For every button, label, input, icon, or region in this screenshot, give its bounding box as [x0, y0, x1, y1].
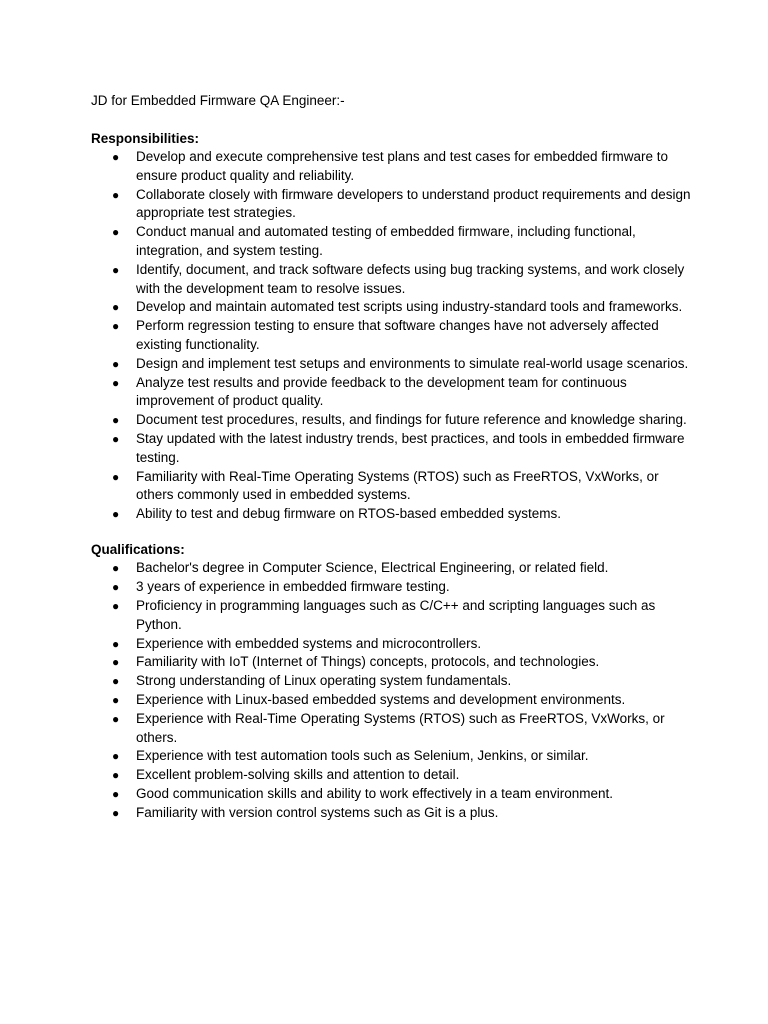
- list-item: [91, 374, 691, 412]
- list-item: [91, 298, 691, 317]
- qualifications-heading: Qualifications:: [91, 541, 185, 557]
- bullet-icon: ●: [112, 749, 120, 764]
- bullet-icon: ●: [112, 507, 120, 522]
- bullet-icon: ●: [112, 300, 120, 315]
- list-item: [91, 635, 691, 654]
- list-item-text: Identify, document, and track software defects using bug tracking systems, and work closely with the development team to resolve issues.: [136, 261, 685, 296]
- bullet-icon: ●: [112, 580, 120, 595]
- list-item: [91, 653, 691, 672]
- list-item-text: Experience with test automation tools such as Selenium, Jenkins, or similar.: [136, 748, 589, 764]
- list-item: [91, 766, 691, 785]
- bullet-icon: ●: [112, 636, 120, 651]
- document-content: [91, 92, 691, 823]
- bullet-icon: ●: [112, 187, 120, 202]
- bullet-icon: ●: [112, 787, 120, 801]
- bullet-icon: ●: [112, 711, 120, 726]
- list-item: [91, 691, 691, 710]
- list-item-text: 3 years of experience in embedded firmware testing.: [136, 579, 450, 595]
- list-item-text: Familiarity with IoT (Internet of Things) concepts, protocols, and technologies.: [136, 654, 600, 670]
- list-item: [91, 468, 691, 506]
- document-title: JD for Embedded Firmware QA Engineer:-: [91, 93, 345, 108]
- list-item-text: Strong understanding of Linux operating system fundamentals.: [136, 673, 512, 689]
- list-item-text: Stay updated with the latest industry trends, best practices, and tools in embedded firmware testing.: [136, 430, 685, 465]
- responsibilities-list: [91, 148, 691, 524]
- bullet-icon: ●: [112, 768, 120, 783]
- list-item-text: Experience with Linux-based embedded systems and development environments.: [136, 692, 626, 708]
- bullet-icon: ●: [112, 469, 120, 484]
- list-item: [91, 261, 691, 299]
- bullet-icon: ●: [112, 599, 120, 614]
- list-item: [91, 317, 691, 355]
- list-item-text: Proficiency in programming languages such as C/C++ and scripting languages such as Python.: [136, 598, 656, 632]
- list-item: [91, 804, 691, 823]
- bullet-icon: ●: [112, 674, 120, 689]
- list-item-text: Document test procedures, results, and findings for future reference and knowledge sharing.: [136, 412, 687, 428]
- bullet-icon: ●: [112, 356, 120, 371]
- list-item: [91, 710, 691, 748]
- list-item: [91, 411, 691, 430]
- list-item: [91, 505, 691, 524]
- list-item-text: Collaborate closely with firmware developers to understand product requirements and design appropriate test strategies.: [136, 186, 691, 221]
- list-item-text: Familiarity with version control systems such as Git is a plus.: [136, 804, 499, 820]
- list-item-text: Conduct manual and automated testing of embedded firmware, including functional, integration, and system testing.: [136, 224, 636, 258]
- list-item-text: Experience with Real-Time Operating Systems (RTOS) such as FreeRTOS, VxWorks, or others.: [136, 710, 665, 745]
- list-item-text: Bachelor's degree in Computer Science, Electrical Engineering, or related field.: [136, 560, 609, 576]
- list-item-text: Ability to test and debug firmware on RTOS-based embedded systems.: [136, 506, 561, 522]
- bullet-icon: ●: [112, 375, 120, 390]
- list-item: [91, 355, 691, 374]
- list-item-text: Familiarity with Real-Time Operating Systems (RTOS) such as FreeRTOS, VxWorks, or others commonly used in embedded systems.: [136, 468, 659, 503]
- bullet-icon: ●: [112, 319, 120, 334]
- list-item-text: Design and implement test setups and environments to simulate real-world usage scenarios.: [136, 355, 689, 371]
- bullet-icon: ●: [112, 262, 120, 277]
- qualifications-list: [91, 559, 691, 822]
- list-item-text: Analyze test results and provide feedback to the development team for continuous improvement of product quality.: [136, 374, 627, 409]
- list-item: [91, 597, 691, 635]
- list-item: [91, 559, 691, 578]
- list-item: [91, 785, 691, 804]
- list-item: [91, 148, 691, 186]
- bullet-icon: ●: [112, 805, 120, 820]
- list-item-text: Excellent problem-solving skills and attention to detail.: [136, 767, 460, 783]
- list-item-text: Experience with embedded systems and microcontrollers.: [136, 635, 482, 651]
- bullet-icon: ●: [112, 561, 120, 576]
- bullet-icon: ●: [112, 655, 120, 670]
- list-item-text: Perform regression testing to ensure that software changes have not adversely affected existing functionality.: [136, 318, 659, 352]
- bullet-icon: ●: [112, 225, 120, 240]
- bullet-icon: ●: [112, 150, 120, 164]
- list-item: [91, 223, 691, 261]
- list-item: [91, 186, 691, 224]
- list-item-text: Develop and execute comprehensive test plans and test cases for embedded firmware to ensure product quality and reliability.: [136, 149, 669, 183]
- bullet-icon: ●: [112, 413, 120, 428]
- list-item: [91, 747, 691, 766]
- bullet-icon: ●: [112, 431, 120, 446]
- bullet-icon: ●: [112, 693, 120, 708]
- list-item: [91, 672, 691, 691]
- list-item: [91, 430, 691, 468]
- list-item: [91, 578, 691, 597]
- list-item-text: Good communication skills and ability to work effectively in a team environment.: [136, 786, 613, 801]
- responsibilities-heading: Responsibilities:: [91, 130, 200, 146]
- list-item-text: Develop and maintain automated test scripts using industry-standard tools and frameworks.: [136, 299, 683, 315]
